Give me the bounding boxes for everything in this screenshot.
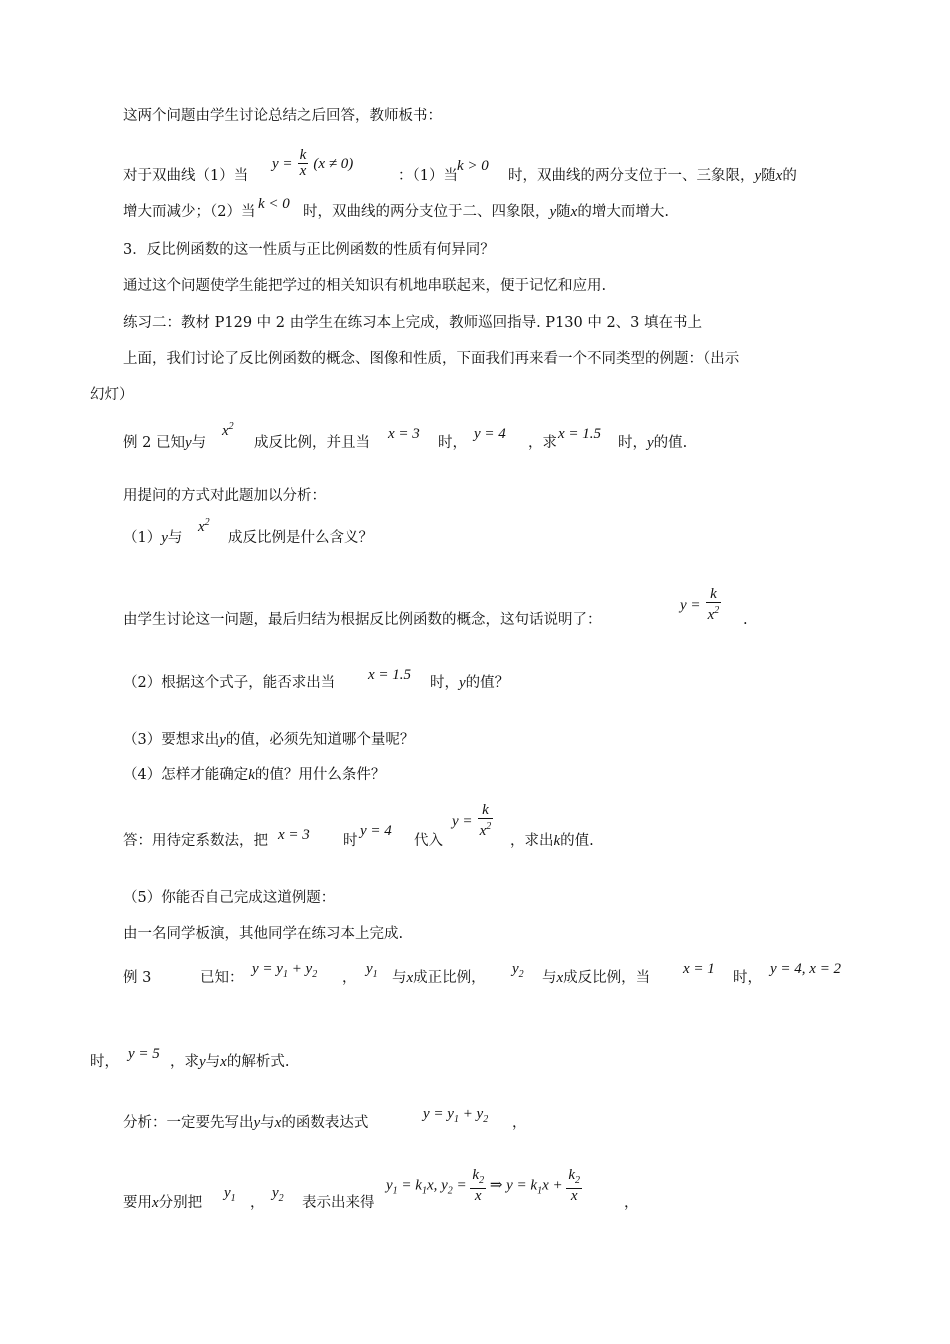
paragraph-3-tail: 时，双曲线的两分支位于二、四象限，y随x的增大而增大. [303, 204, 669, 220]
paragraph-2: 对于双曲线（1）当 [123, 168, 249, 184]
example-2-find: ，求 [528, 435, 557, 451]
fraction-numerator: $k_2$ [470, 1168, 486, 1189]
y2-symbol-expr: $y_2$ [272, 1185, 284, 1204]
fraction-denominator-answer: $x^2$ [479, 821, 492, 839]
example-3-ask: ，求y与x的解析式. [170, 1054, 290, 1070]
paragraph-1: 这两个问题由学生讨论总结之后回答，教师板书： [123, 108, 442, 124]
x-squared-q1: $x^2$ [198, 517, 210, 535]
answer-tail: ，求出k的值. [510, 833, 594, 849]
paragraph-7: 上面，我们讨论了反比例函数的概念、图像和性质，下面我们再来看一个不同类型的例题：（出示 [123, 351, 740, 367]
example-3-given: 已知： [200, 970, 244, 986]
y2-symbol: $y_2$ [512, 961, 524, 980]
example-2: 例 2 已知y与 [123, 435, 207, 451]
question-4: （4）怎样才能确定k的值？用什么条件？ [123, 767, 386, 783]
paragraph-2-cont: ：（1）当 [398, 168, 458, 184]
paragraph-18: 由一名同学板演，其他同学在练习本上完成. [123, 926, 404, 942]
fraction-k-over-x: $\frac{k}{x}$ [299, 147, 307, 179]
fraction-denominator: $x^2$ [707, 605, 720, 623]
expression-end: ， [624, 1195, 639, 1211]
expression-represent: 表示出来得 [302, 1195, 375, 1211]
answer-substitute: 代入 [414, 833, 443, 849]
question-1: （1）y与 [123, 530, 183, 546]
y1-symbol: $y_1$ [366, 961, 378, 980]
question-5: （5）你能否自己完成这道例题： [123, 890, 336, 906]
x-equals-1-5-q2: x = 1.5 [368, 667, 412, 683]
fraction-k-over-x2-answer: $\frac{k}{x^2}$ [479, 802, 492, 839]
example-3-cont: 时， [90, 1054, 119, 1070]
question-1-tail: 成反比例是什么含义？ [228, 530, 373, 546]
fraction-k2-over-x-2: $\frac{k_2}{x}$ [568, 1167, 581, 1204]
paragraph-12: 由学生讨论这一问题，最后归结为根据反比例函数的概念，这句话说明了： [123, 612, 602, 628]
y-equals-4: y = 4 [474, 426, 506, 442]
example-3-inverse: 与x成反比例，当 [542, 970, 651, 986]
y-sum-formula: $y = y_1 + y_2$ [252, 961, 318, 980]
paragraph-5: 通过这个问题使学生能把学过的相关知识有机地串联起来，便于记忆和应用. [123, 278, 607, 294]
y-equals-4-answer: y = 4 [360, 823, 392, 839]
example-2-mid: 成反比例，并且当 [254, 435, 370, 451]
question-2: （2）根据这个式子，能否求出当 [123, 675, 336, 691]
expression-comma: ， [250, 1195, 265, 1211]
y-equals-5: y = 5 [128, 1046, 160, 1062]
x-equals-3-answer: x = 3 [278, 827, 310, 843]
x-equals-3: x = 3 [388, 426, 420, 442]
y-sum-formula-analysis: $y = y_1 + y_2$ [423, 1106, 489, 1125]
x-equals-1: x = 1 [683, 961, 715, 977]
fraction-numerator-2: $k_2$ [566, 1168, 582, 1189]
combined-formula: $y_1 = k_1x$, $y_2$ = $\frac{k_2}{x}$ ⇒ $y = k_1x$ + $\frac{k_2}{x}$ [386, 1167, 581, 1204]
paragraph-6: 练习二：教材 P129 中 2 由学生在练习本上完成，教师巡回指导. P130 中 2、3 填在书上 [123, 315, 703, 331]
paragraph-3: 增大而减少；（2）当 [123, 204, 256, 220]
answer-when: 时 [343, 833, 358, 849]
paragraph-10: 用提问的方式对此题加以分析： [123, 488, 326, 504]
paragraph-2-tail: 时，双曲线的两分支位于一、三象限，y随x的 [508, 168, 797, 184]
paragraph-12-end: . [743, 612, 748, 628]
condition-y4-x2: y = 4, x = 2 [770, 961, 842, 977]
example-2-when: 时， [438, 435, 467, 451]
example-3-when: 时， [733, 970, 762, 986]
analysis: 分析：一定要先写出y与x的函数表达式 [123, 1115, 369, 1131]
k-positive: k > 0 [457, 158, 489, 174]
fraction-k2-over-x: $\frac{k_2}{x}$ [472, 1167, 485, 1204]
k-negative: k < 0 [258, 196, 290, 212]
example-3-direct: 与x成正比例， [392, 970, 486, 986]
answer: 答：用待定系数法，把 [123, 833, 268, 849]
example-2-end: 时，y的值. [618, 435, 688, 451]
x-squared: $x^2$ [222, 421, 234, 439]
paragraph-8: 幻灯） [90, 387, 134, 403]
x-equals-1-5: x = 1.5 [558, 426, 602, 442]
question-2-tail: 时，y的值？ [430, 675, 510, 691]
example-3-label: 例 3 [123, 970, 152, 986]
formula-k-over-x2-answer: y = $\frac{k}{x^2}$ [452, 802, 492, 839]
example-3-comma: ， [342, 970, 357, 986]
paragraph-4: 3．反比例函数的这一性质与正比例函数的性质有何异同？ [123, 242, 495, 258]
question-3: （3）要想求出y的值，必须先知道哪个量呢？ [123, 732, 415, 748]
y1-symbol-expr: $y_1$ [224, 1185, 236, 1204]
analysis-comma: ， [512, 1115, 527, 1131]
formula-k-over-x2: y = $\frac{k}{x^2}$ [680, 586, 720, 623]
fraction-k-over-x2: $\frac{k}{x^2}$ [707, 586, 720, 623]
expression-line: 要用x分别把 [123, 1195, 203, 1211]
hyperbola-formula: y = $\frac{k}{x}$ (x ≠ 0) [272, 147, 354, 179]
